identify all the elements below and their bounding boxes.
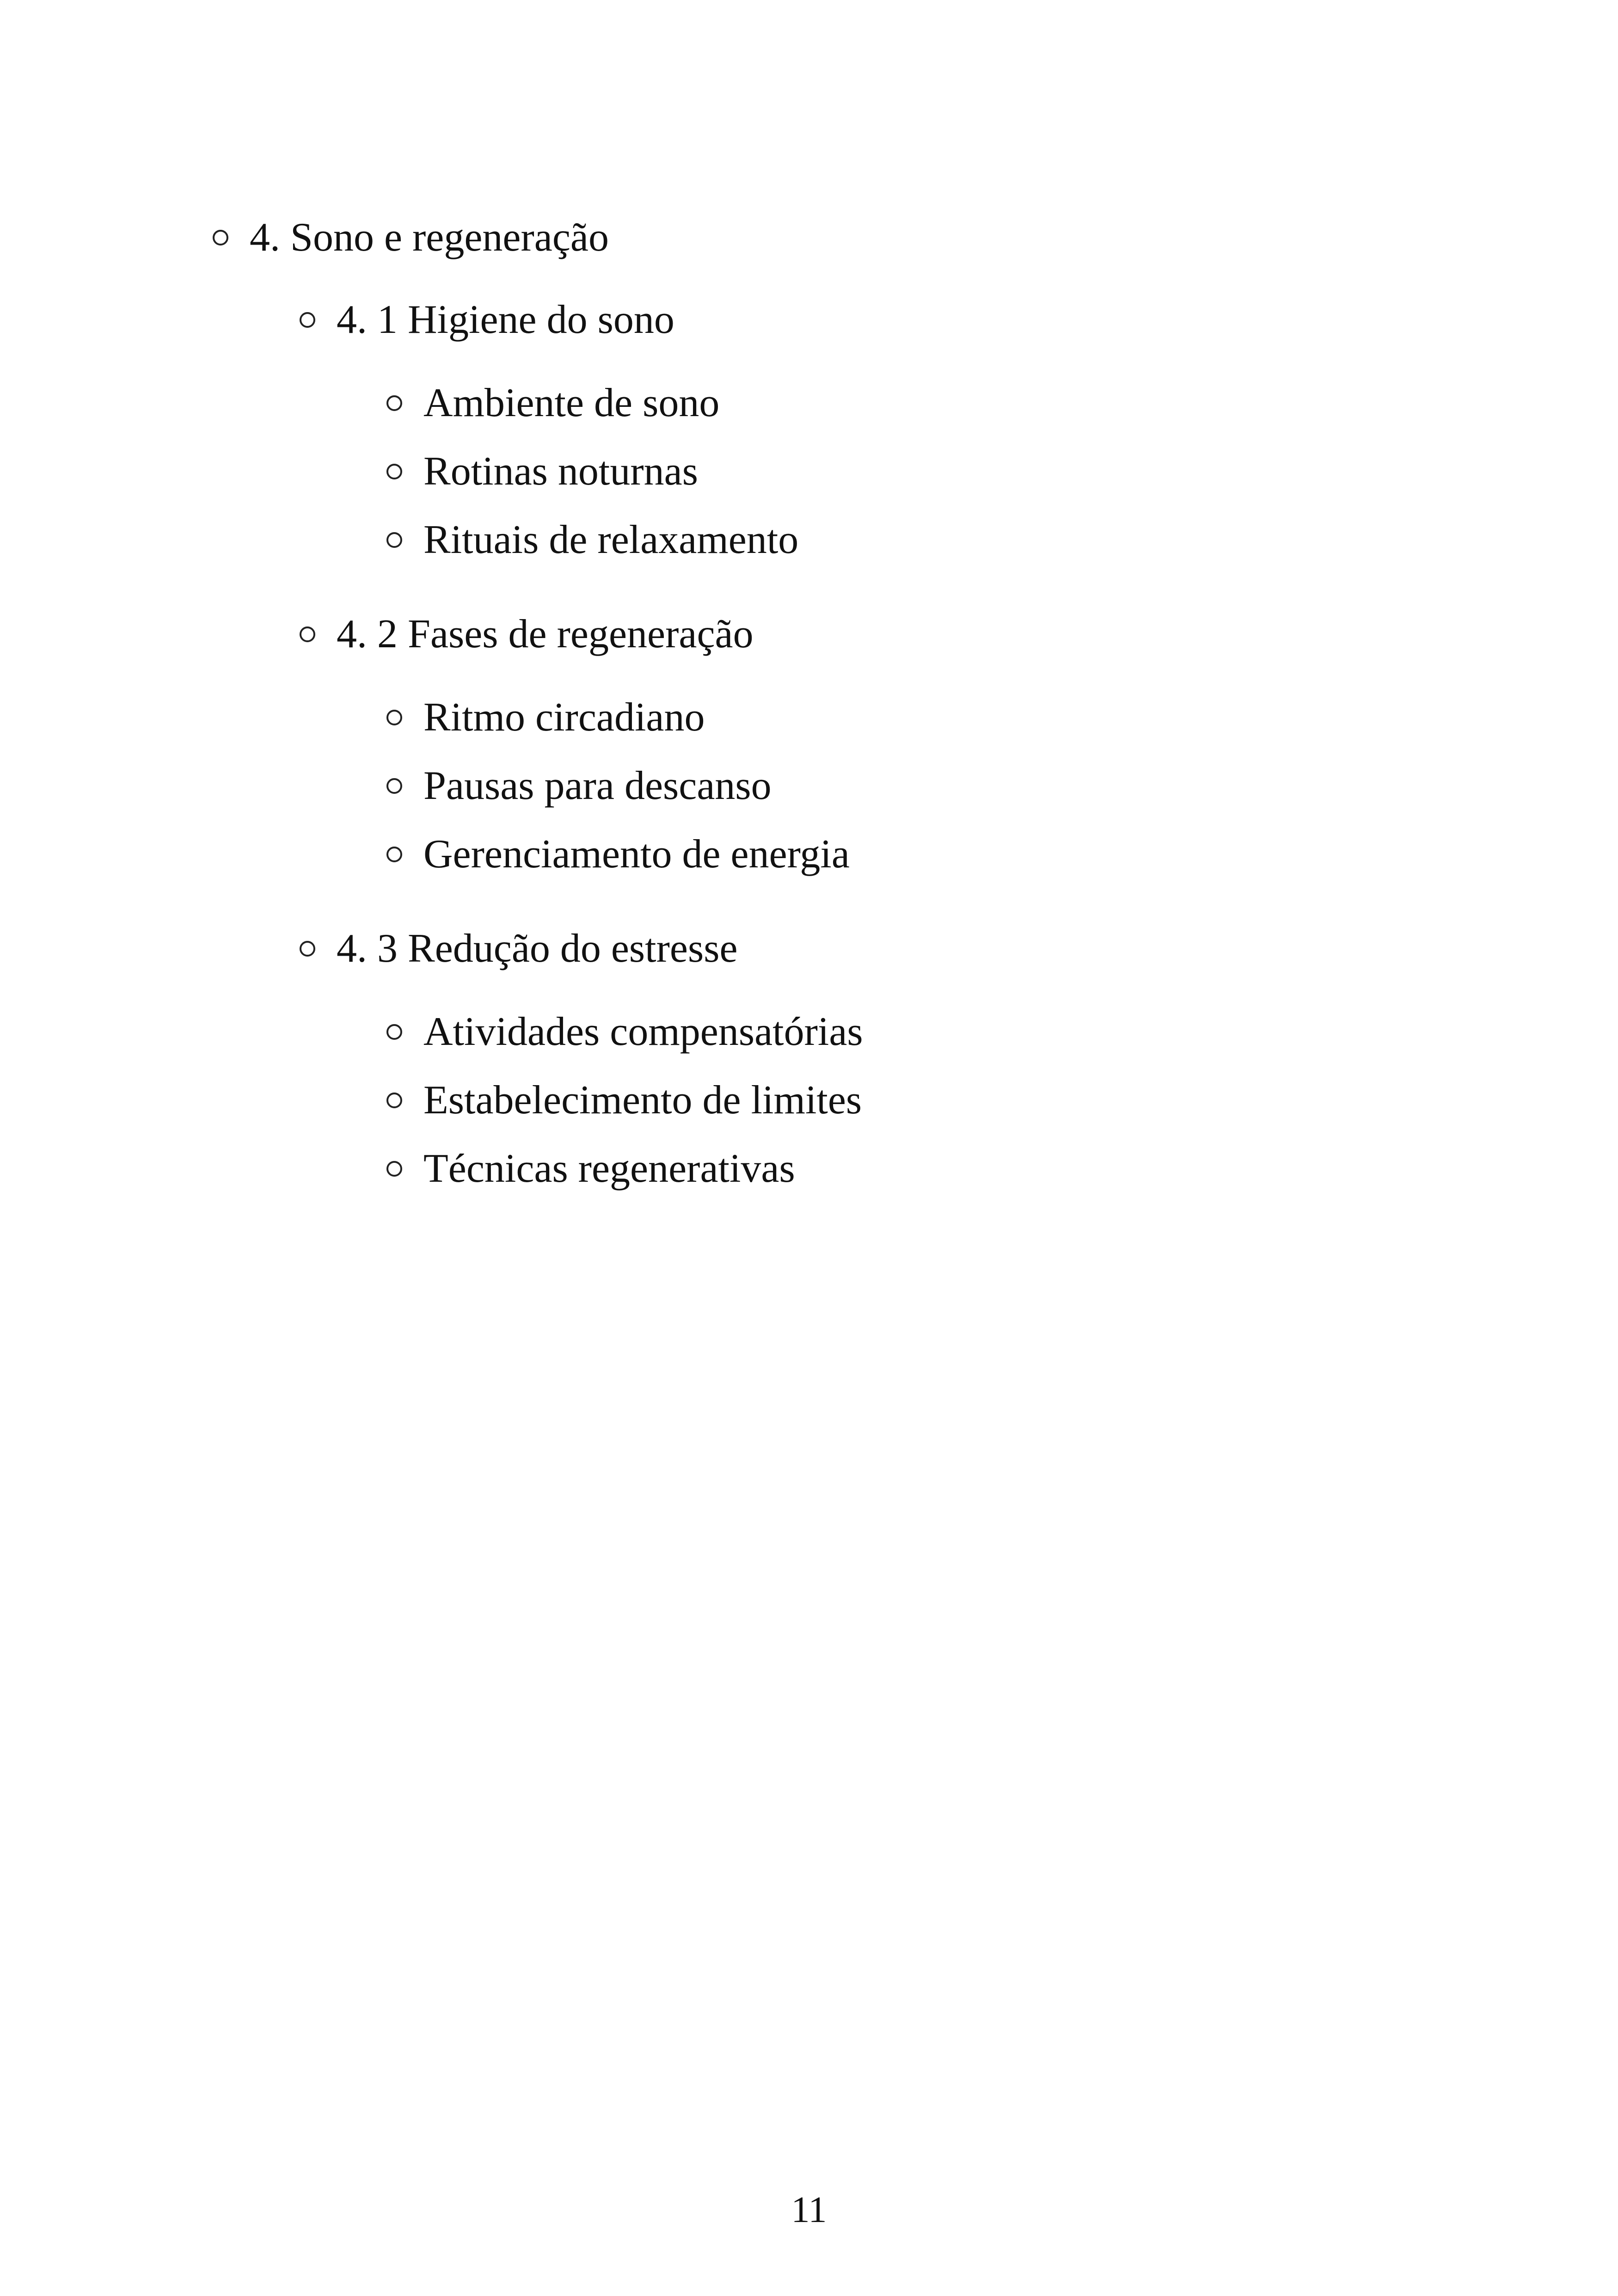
outline-item: [386, 451, 1415, 492]
section-label: 4. 2 Fases de regeneração: [337, 612, 754, 657]
outline-chapter: [213, 217, 1415, 258]
item-label: Ambiente de sono: [423, 381, 720, 425]
outline-list: [213, 217, 1415, 1189]
circle-bullet-icon: [386, 778, 402, 794]
outline-section: [300, 614, 1415, 655]
outline-item: [386, 763, 1415, 808]
chapter-label: 4. Sono e regeneração: [250, 215, 609, 260]
circle-bullet-icon: [386, 532, 402, 548]
page-number: 11: [791, 2190, 827, 2230]
item-label: Rituais de relaxamento: [423, 517, 799, 562]
item-label: Atividades compensatórias: [423, 1009, 863, 1054]
circle-bullet-icon: [386, 464, 402, 479]
outline-section: [300, 928, 1415, 969]
item-label: Ritmo circadiano: [423, 695, 705, 740]
outline-item: [386, 834, 1415, 875]
item-label: Estabelecimento de limites: [423, 1078, 862, 1123]
outline-item: [386, 1080, 1415, 1121]
circle-bullet-icon: [386, 847, 402, 862]
outline-item: [386, 1148, 1415, 1189]
circle-bullet-icon: [213, 230, 228, 246]
outline-item: [386, 517, 1415, 562]
item-label: Rotinas noturnas: [423, 449, 698, 494]
circle-bullet-icon: [386, 710, 402, 725]
circle-bullet-icon: [386, 1093, 402, 1108]
circle-bullet-icon: [386, 395, 402, 411]
section-label: 4. 1 Higiene do sono: [337, 297, 674, 342]
circle-bullet-icon: [300, 626, 315, 642]
item-label: Técnicas regenerativas: [423, 1146, 795, 1191]
outline-item: [386, 697, 1415, 738]
circle-bullet-icon: [300, 312, 315, 328]
circle-bullet-icon: [386, 1161, 402, 1177]
circle-bullet-icon: [300, 941, 315, 957]
circle-bullet-icon: [386, 1024, 402, 1040]
section-label: 4. 3 Redução do estresse: [337, 926, 738, 971]
item-label: Gerenciamento de energia: [423, 832, 850, 877]
outline-item: [386, 1009, 1415, 1054]
outline-item: [386, 383, 1415, 424]
outline-section: [300, 297, 1415, 342]
item-label: Pausas para descanso: [423, 763, 772, 808]
